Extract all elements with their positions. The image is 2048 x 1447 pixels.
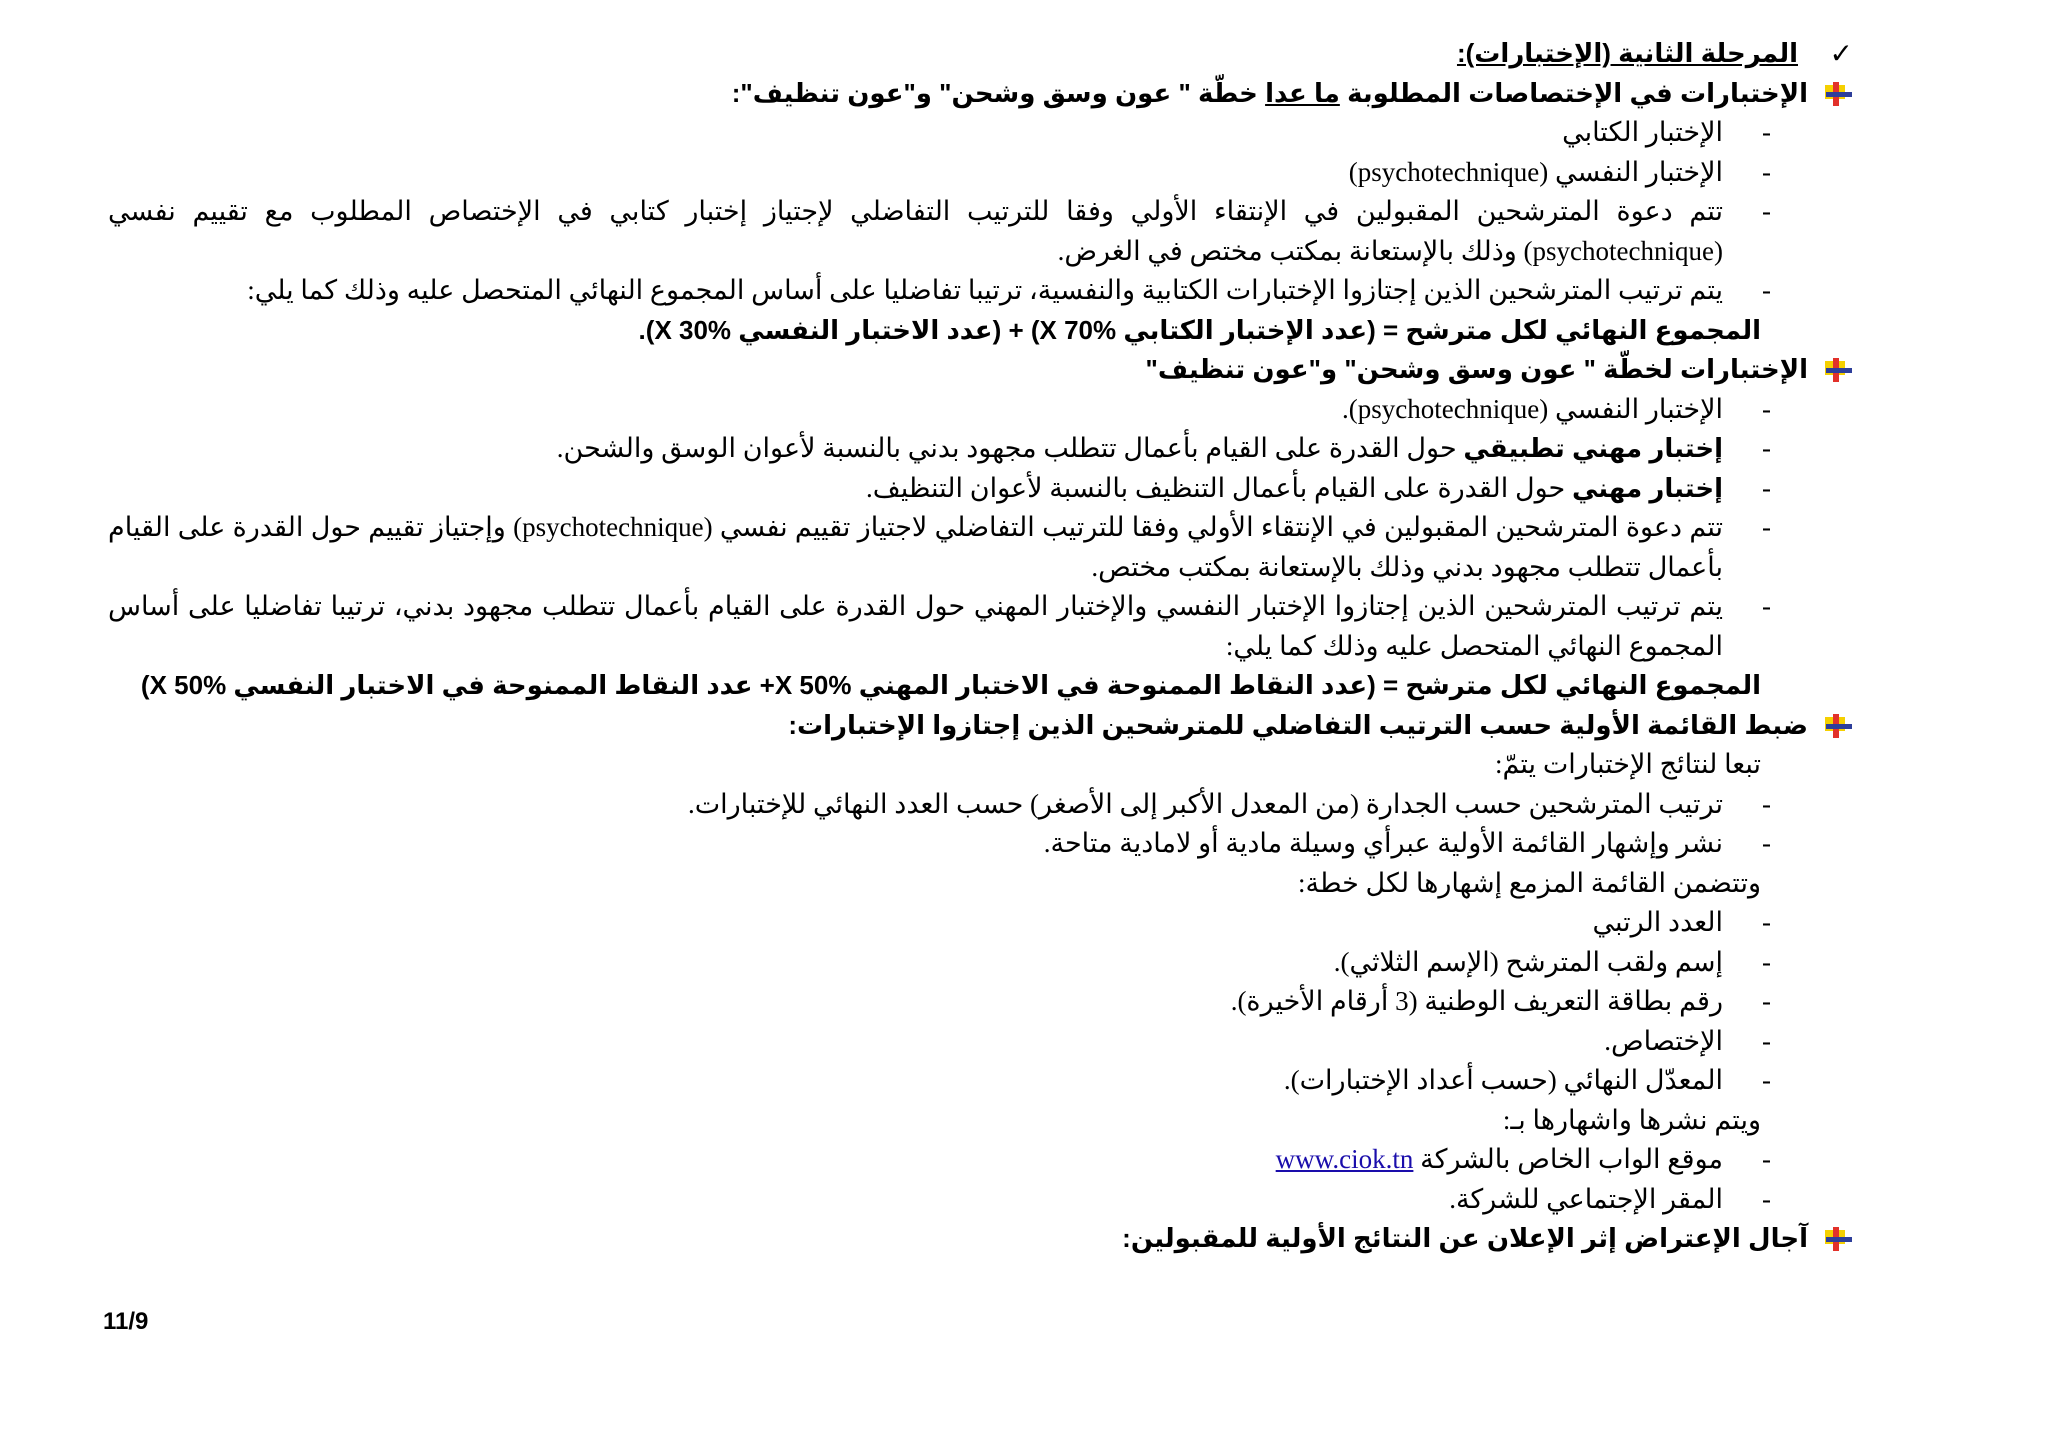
- list-item: - ترتيب المترشحين حسب الجدارة (من المعدل الأكبر إلى الأصغر) حسب العدد النهائي للإختبارات.: [108, 785, 1853, 825]
- list-item: - المعدّل النهائي (حسب أعداد الإختبارات).: [108, 1061, 1853, 1101]
- page-number: 11/9: [103, 1308, 149, 1335]
- document-page: [108, 34, 1853, 1259]
- dash-bullet: -: [1762, 196, 1771, 226]
- dash-bullet: -: [1762, 986, 1771, 1016]
- formula-2: المجموع النهائي لكل مترشح = (عدد النقاط الممنوحة في الاختبار المهني X 50%+ عدد النقاط الممنوحة في الاختبار النفسي X 50%): [140, 670, 1761, 700]
- list-item: - المقر الإجتماعي للشركة.: [108, 1180, 1853, 1220]
- section-bullet-icon: [1823, 713, 1853, 739]
- stage-heading: [108, 34, 1853, 74]
- section-heading-4: [108, 1219, 1853, 1259]
- company-website-link[interactable]: www.ciok.tn: [1275, 1144, 1414, 1174]
- stage-title: المرحلة الثانية (الإختبارات):: [1456, 38, 1798, 68]
- dash-bullet: -: [1762, 1025, 1771, 1056]
- list-item: - الإختبار النفسي (psychotechnique).: [108, 390, 1853, 430]
- section-heading-3: [108, 706, 1853, 746]
- list-intro: وتتضمن القائمة المزمع إشهارها لكل خطة:: [1297, 867, 1761, 898]
- list-item: - إختبار مهني حول القدرة على القيام بأعمال التنظيف بالنسبة لأعوان التنظيف.: [108, 469, 1853, 509]
- list-item: - يتم ترتيب المترشحين الذين إجتازوا الإختبارات الكتابية والنفسية، ترتيبا تفاضليا على أساس المجموع النهائي المتحصل عليه وذلك كما يلي:: [108, 271, 1853, 311]
- list-item: - الإختبار النفسي (psychotechnique): [108, 153, 1853, 193]
- dash-bullet: -: [1762, 1183, 1771, 1214]
- formula-1: المجموع النهائي لكل مترشح = (عدد الإختبار الكتابي X 70%) + (عدد الاختبار النفسي X 30%).: [638, 314, 1761, 345]
- dash-bullet: -: [1762, 788, 1771, 819]
- list-item: - يتم ترتيب المترشحين الذين إجتازوا الإختبار النفسي والإختبار المهني حول القدرة على القيام بأعمال تتطلب مجهود بدني، ترتيبا تفاضليا على أساس المجموع النهائي المتحصل عليه وذلك كما يلي:: [108, 587, 1853, 666]
- list-item: - إسم ولقب المترشح (الإسم الثلاثي).: [108, 943, 1853, 983]
- section-heading-2: [108, 350, 1853, 390]
- list-item: - تتم دعوة المترشحين المقبولين في الإنتقاء الأولي وفقا للترتيب التفاضلي لإجتياز إختبار كتابي في الإختصاص المطلوب مع تقييم نفسي (psychotechnique) وذلك بالإستعانة بمكتب مختص في الغرض.: [108, 192, 1853, 271]
- dash-bullet: -: [1762, 472, 1771, 503]
- list-item: - نشر وإشهار القائمة الأولية عبرأي وسيلة مادية أو لامادية متاحة.: [108, 824, 1853, 864]
- section1-title-except: ما عدا: [1265, 77, 1340, 108]
- list-item: - موقع الواب الخاص بالشركة www.ciok.tn: [108, 1140, 1853, 1180]
- dash-bullet: -: [1762, 275, 1771, 305]
- dash-bullet: -: [1762, 117, 1771, 147]
- dash-bullet: -: [1762, 1065, 1771, 1095]
- section-heading-1: [108, 74, 1853, 114]
- dash-bullet: -: [1762, 907, 1771, 937]
- dash-bullet: -: [1762, 591, 1771, 621]
- dash-bullet: -: [1762, 946, 1771, 977]
- section1-title-part1: الإختبارات في الإختصاصات المطلوبة: [1347, 77, 1808, 108]
- section4-title: آجال الإعتراض إثر الإعلان عن النتائج الأولية للمقبولين:: [1122, 1223, 1808, 1253]
- dash-bullet: -: [1762, 828, 1771, 858]
- section3-title: ضبط القائمة الأولية حسب الترتيب التفاضلي للمترشحين الذين إجتازوا الإختبارات:: [788, 709, 1808, 740]
- section2-title: الإختبارات لخطّة " عون وسق وشحن" و"عون تنظيف": [1145, 354, 1808, 384]
- section-bullet-icon: [1823, 1226, 1853, 1252]
- dash-bullet: -: [1762, 156, 1771, 187]
- section-bullet-icon: [1823, 81, 1853, 107]
- list-item: - الإختبار الكتابي: [108, 113, 1853, 153]
- dash-bullet: -: [1762, 393, 1771, 424]
- section-bullet-icon: [1823, 357, 1853, 383]
- list-item: - إختبار مهني تطبيقي حول القدرة على القيام بأعمال تتطلب مجهود بدني بالنسبة لأعوان الوسق والشحن.: [108, 429, 1853, 469]
- section1-title-part2: خطّة " عون وسق وشحن" و"عون تنظيف":: [731, 77, 1258, 108]
- section3-intro: تبعا لنتائج الإختبارات يتمّ:: [1494, 749, 1761, 779]
- list-item: - العدد الرتبي: [108, 903, 1853, 943]
- list-item: - الإختصاص.: [108, 1022, 1853, 1062]
- checkmark-icon: ✓: [1829, 37, 1853, 70]
- dash-bullet: -: [1762, 512, 1771, 542]
- dash-bullet: -: [1762, 1144, 1771, 1174]
- list-item: - رقم بطاقة التعريف الوطنية (3 أرقام الأخيرة).: [108, 982, 1853, 1022]
- publish-intro: ويتم نشرها واشهارها بـ:: [1502, 1104, 1761, 1135]
- dash-bullet: -: [1762, 433, 1771, 463]
- list-item: - تتم دعوة المترشحين المقبولين في الإنتقاء الأولي وفقا للترتيب التفاضلي لاجتياز تقييم نفسي (psychotechnique) وإجتياز تقييم حول القدرة على القيام بأعمال تتطلب مجهود بدني وذلك بالإستعانة بمكتب مختص.: [108, 508, 1853, 587]
